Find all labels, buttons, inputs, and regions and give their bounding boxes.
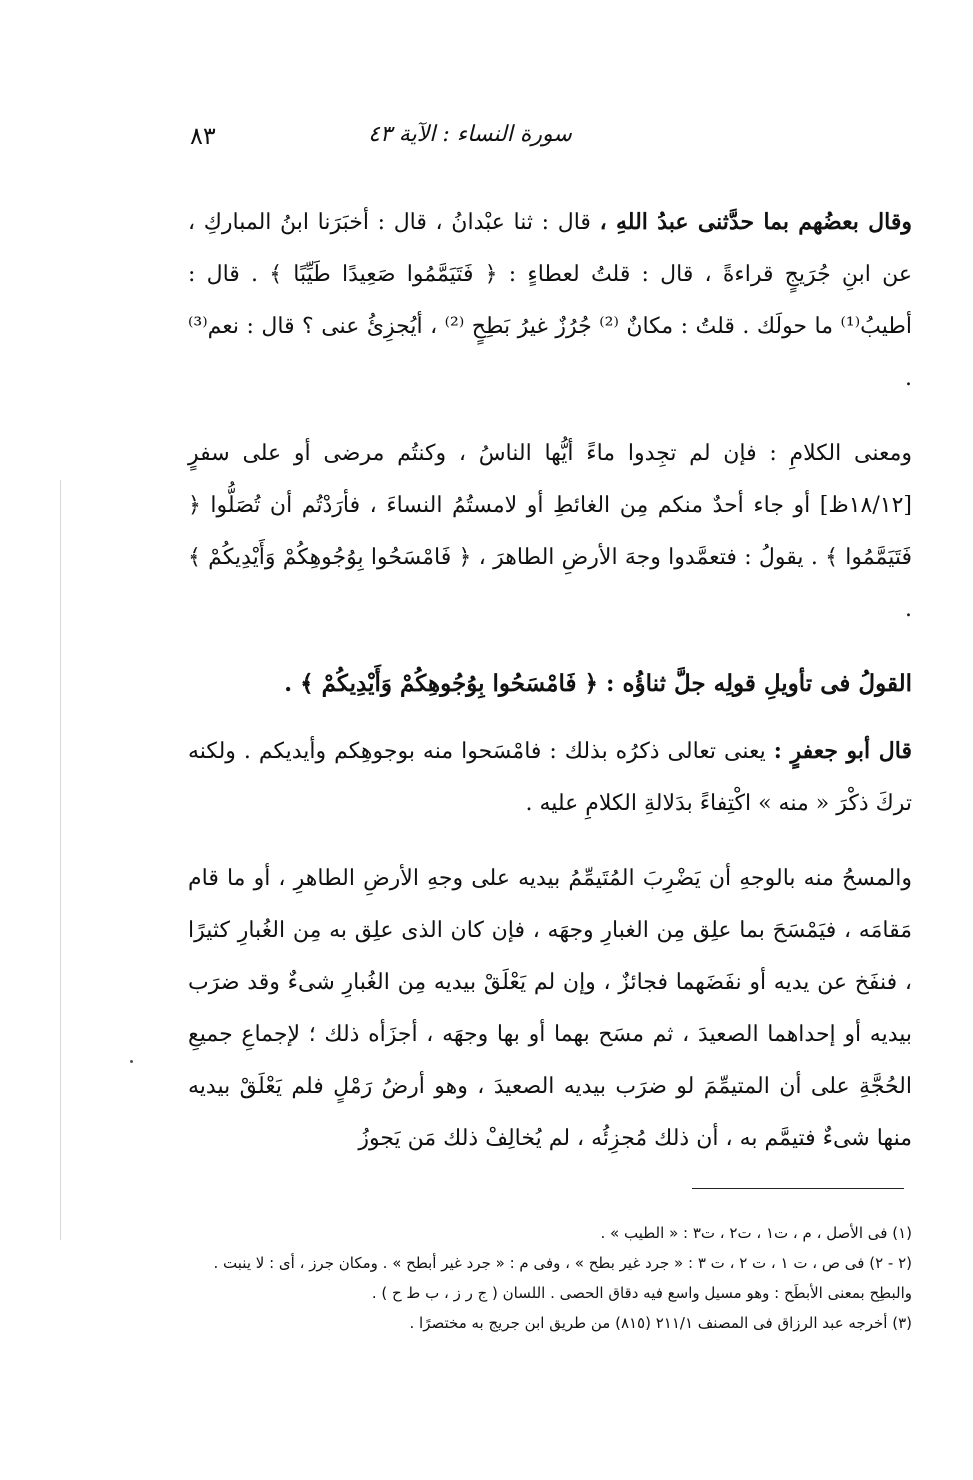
scan-margin-mark — [60, 480, 61, 1240]
paragraph-2 — [188, 427, 912, 636]
section-heading — [188, 658, 912, 711]
paragraph-3-text: يعنى تعالى ذكرُه بذلك : فامْسَحوا منه بوجوهِكم وأيديكم . ولكنه تركَ ذكْرَ « منه » اكْتِفاءً بدَلالةِ الكلامِ عليه . — [188, 739, 912, 816]
paragraph-1-text: قال : ثنا عبْدانُ ، قال : أخبَرَنا ابنُ المباركِ ، عن ابنِ جُرَيجٍ قراءةً ، قال : قلتُ لعطاءٍ : ﴿ فَتَيَمَّمُوا صَعِيدًا طَيِّبًا ﴾ . قال : أطيبُ⁽¹⁾ ما حولَك . قلتُ : مكانٌ ⁽²⁾ جُرُزٌ غيرُ بَطِحٍ ⁽²⁾ ، أيُجزِئُ عنى ؟ قال : نعم⁽³⁾ . — [188, 210, 912, 391]
paragraph-4 — [188, 852, 912, 1165]
footnotes — [188, 1218, 912, 1338]
running-header — [190, 112, 750, 152]
paragraph-2-text: ومعنى الكلامِ : فإن لم تجِدوا ماءً أيُّها الناسُ ، وكنتُم مرضى أو على سفرٍ [١٨/١٢ظ] أو جاء أحدٌ منكم مِن الغائطِ أو لامستُمُ النساءَ ، فأرَدْتُم أن تُصَلُّوا ﴿ فَتَيَمَّمُوا ﴾ . يقولُ : فتعمَّدوا وجهَ الأرضِ الطاهرَ ، ﴿ فَامْسَحُوا بِوُجُوهِكُمْ وَأَيْدِيكُمْ ﴾ . — [188, 441, 912, 622]
section-heading-text: القولُ فى تأويلِ قولِه جلَّ ثناؤُه : ﴿ فَامْسَحُوا بِوُجُوهِكُمْ وَأَيْدِيكُمْ ﴾ . — [284, 670, 912, 697]
scan-dot — [130, 1060, 133, 1063]
footnote-2: (٢ - ٢) فى ص ، ت ١ ، ت ٢ ، ت ٣ : « جرد غير بطح » ، وفى م : « جرد غير أبطح » . ومكان جرز ، أى : لا ينبت . والبطِح بمعنى الأبطَح : وهو مسيل واسع فيه دقاق الحصى . اللسان ( ج ر ز ، ب ط ح ) . — [213, 1254, 912, 1302]
surah-verse-heading: سورة النساء : الآية ٤٣ — [368, 122, 572, 147]
footnote-divider — [692, 1188, 904, 1189]
footnote-3: (٣) أخرجه عبد الرزاق فى المصنف ٢١١/١ (٨١٥) من طريق ابن جريج به مختصرًا . — [409, 1314, 912, 1332]
paragraph-1 — [188, 196, 912, 405]
paragraph-3-lead: قال أبو جعفرٍ : — [773, 738, 912, 764]
page-number: ٨٣ — [190, 122, 216, 150]
main-text — [188, 196, 912, 1165]
paragraph-3 — [188, 725, 912, 830]
paragraph-1-lead: وقال بعضُهم بما حدَّثنى عبدُ اللهِ ، — [599, 209, 912, 235]
footnote-1: (١) فى الأصل ، م ، ت١ ، ت٢ ، ت٣ : « الطيب » . — [600, 1224, 912, 1242]
paragraph-4-text: والمسحُ منه بالوجهِ أن يَضْرِبَ المُتَيمِّمُ بيديه على وجهِ الأرضِ الطاهرِ ، أو ما قام مَقامَه ، فيَمْسَحَ بما علِق مِن الغبارِ وجهَه ، فإن كان الذى علِق به مِن الغُبارِ كثيرًا ، فنفَخ عن يديه أو نفَضَهما فجائزٌ ، وإن لم يَعْلَقْ بيديه مِن الغُبارِ شىءٌ وقد ضرَب بيديه أو إحداهما الصعيدَ ، ثم مسَح بهما أو بها وجهَه ، أجزَأه ذلك ؛ لإجماعِ جميعِ الحُجَّةِ على أن المتيمِّمَ لو ضرَب بيديه الصعيدَ ، وهو أرضُ رَمْلٍ فلم يَعْلَقْ بيديه منها شىءٌ فتيمَّم به ، أن ذلك مُجزِئُه ، لم يُخالِفْ ذلك مَن يَجوزُ — [188, 866, 912, 1151]
